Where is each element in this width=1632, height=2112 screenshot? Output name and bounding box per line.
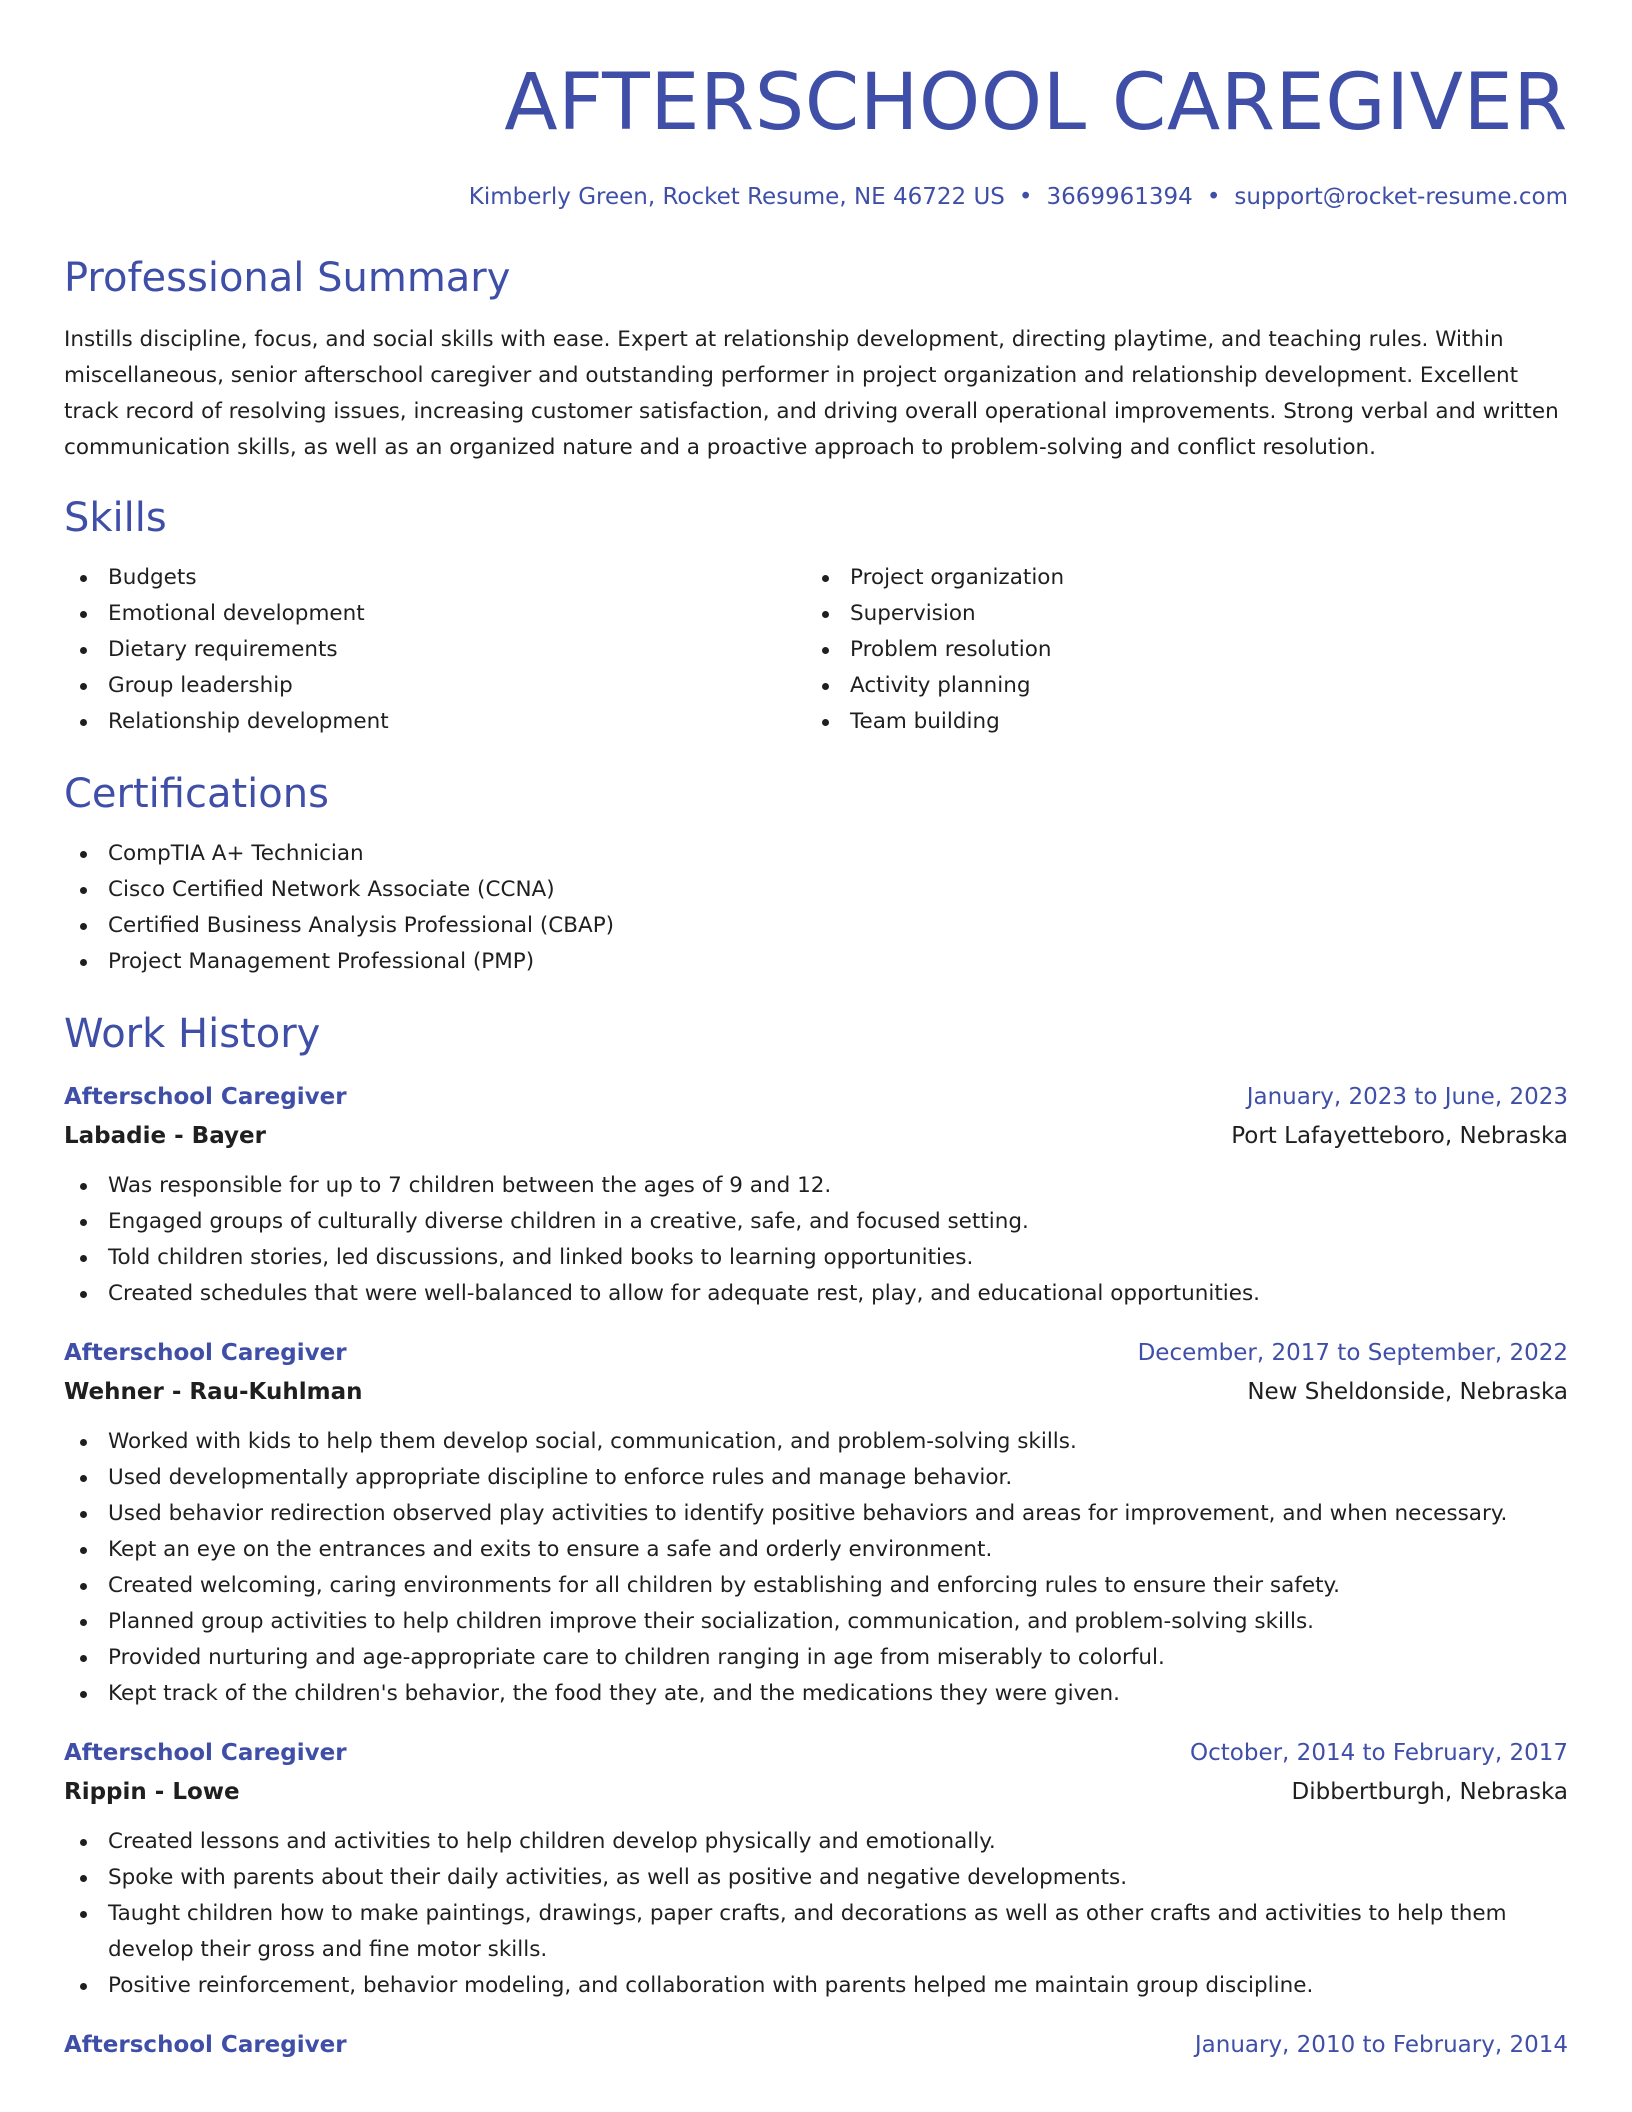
job-company: Rippin - Lowe	[64, 1779, 240, 1805]
job-header-row	[64, 1078, 1568, 1116]
job-location: Dibbertburgh, Nebraska	[1291, 1779, 1568, 1805]
skill-item: Emotional development	[64, 596, 806, 632]
job-title: Afterschool Caregiver	[64, 1340, 347, 1366]
contact-separator: •	[1018, 184, 1033, 210]
job-bullet: Told children stories, led discussions, and linked books to learning opportunities.	[64, 1240, 1568, 1276]
certification-item: Certified Business Analysis Professional (CBAP)	[64, 908, 1568, 944]
contact-email[interactable]: support@rocket-resume.com	[1234, 184, 1568, 210]
job-dates: January, 2023 to June, 2023	[1246, 1084, 1568, 1110]
job-location: Port Lafayetteboro, Nebraska	[1231, 1123, 1568, 1149]
work-history-section	[64, 1010, 1568, 2064]
job-bullet: Provided nurturing and age-appropriate care to children ranging in age from miserably to colorful.	[64, 1640, 1568, 1676]
skill-item: Relationship development	[64, 704, 806, 740]
job-company-row	[64, 1772, 1568, 1812]
certifications-section	[64, 770, 1568, 980]
skill-item: Group leadership	[64, 668, 806, 704]
job-entry	[64, 2026, 1568, 2064]
skill-item: Supervision	[806, 596, 1548, 632]
skill-item: Team building	[806, 704, 1548, 740]
job-entry	[64, 1734, 1568, 2004]
job-bullet: Created schedules that were well-balanced to allow for adequate rest, play, and educational opportunities.	[64, 1276, 1568, 1312]
skill-item: Activity planning	[806, 668, 1548, 704]
contact-phone: 3669961394	[1046, 184, 1193, 210]
job-title: Afterschool Caregiver	[64, 1084, 347, 1110]
job-title: Afterschool Caregiver	[64, 1740, 347, 1766]
resume-page	[64, 0, 1568, 2064]
job-bullet: Created welcoming, caring environments for all children by establishing and enforcing rules to ensure their safety.	[64, 1568, 1568, 1604]
skill-item: Budgets	[64, 560, 806, 596]
job-bullet-list	[64, 1424, 1568, 1712]
job-bullet: Created lessons and activities to help children develop physically and emotionally.	[64, 1824, 1568, 1860]
job-bullet: Used developmentally appropriate discipline to enforce rules and manage behavior.	[64, 1460, 1568, 1496]
skill-item: Project organization	[806, 560, 1548, 596]
contact-line	[64, 182, 1568, 212]
section-heading-certifications: Certifications	[64, 771, 329, 817]
job-header-row	[64, 2026, 1568, 2064]
job-bullet: Spoke with parents about their daily activities, as well as positive and negative developments.	[64, 1860, 1568, 1896]
job-entry	[64, 1334, 1568, 1712]
skills-list-left	[64, 560, 806, 740]
job-company: Labadie - Bayer	[64, 1123, 266, 1149]
job-company-row	[64, 1372, 1568, 1412]
professional-summary-section	[64, 254, 1568, 466]
job-header-row	[64, 1734, 1568, 1772]
job-bullet: Used behavior redirection observed play activities to identify positive behaviors and areas for improvement, and when necessary.	[64, 1496, 1568, 1532]
job-bullet: Taught children how to make paintings, drawings, paper crafts, and decorations as well as other crafts and activities to help them develop their gross and fine motor skills.	[64, 1896, 1568, 1968]
job-title: Afterschool Caregiver	[64, 2032, 347, 2058]
job-bullet-list	[64, 1824, 1568, 2004]
job-company-row	[64, 1116, 1568, 1156]
skill-item: Problem resolution	[806, 632, 1548, 668]
certifications-list	[64, 836, 1568, 980]
certification-item: CompTIA A+ Technician	[64, 836, 1568, 872]
contact-address: Kimberly Green, Rocket Resume, NE 46722 US	[468, 184, 1005, 210]
job-dates: December, 2017 to September, 2022	[1137, 1340, 1568, 1366]
job-location: New Sheldonside, Nebraska	[1247, 1379, 1568, 1405]
job-bullet: Kept an eye on the entrances and exits to ensure a safe and orderly environment.	[64, 1532, 1568, 1568]
section-heading-work-history: Work History	[64, 1011, 321, 1057]
job-bullet-list	[64, 1168, 1568, 1312]
job-dates: January, 2010 to February, 2014	[1194, 2032, 1568, 2058]
job-header-row	[64, 1334, 1568, 1372]
certification-item: Cisco Certified Network Associate (CCNA)	[64, 872, 1568, 908]
job-bullet: Positive reinforcement, behavior modeling, and collaboration with parents helped me maintain group discipline.	[64, 1968, 1568, 2004]
section-heading-skills: Skills	[64, 495, 167, 541]
job-bullet: Was responsible for up to 7 children between the ages of 9 and 12.	[64, 1168, 1568, 1204]
resume-title: AFTERSCHOOL CAREGIVER	[504, 58, 1568, 148]
skills-list-right	[806, 560, 1548, 740]
job-bullet: Planned group activities to help children improve their socialization, communication, and problem-solving skills.	[64, 1604, 1568, 1640]
skills-grid	[64, 560, 1568, 740]
certification-item: Project Management Professional (PMP)	[64, 944, 1568, 980]
job-entry	[64, 1078, 1568, 1312]
job-bullet: Worked with kids to help them develop social, communication, and problem-solving skills.	[64, 1424, 1568, 1460]
job-bullet: Engaged groups of culturally diverse children in a creative, safe, and focused setting.	[64, 1204, 1568, 1240]
contact-separator: •	[1206, 184, 1221, 210]
job-bullet: Kept track of the children's behavior, the food they ate, and the medications they were given.	[64, 1676, 1568, 1712]
skills-section	[64, 494, 1568, 740]
job-dates: October, 2014 to February, 2017	[1190, 1740, 1568, 1766]
summary-text: Instills discipline, focus, and social skills with ease. Expert at relationship development, directing playtime, and teaching rules. Within miscellaneous, senior afterschool caregiver and outstanding performer in project organization and relationship development. Excellent track record of resolving issues, increasing customer satisfaction, and driving overall operational improvements. Strong verbal and written communication skills, as well as an organized nature and a proactive approach to problem-solving and conflict resolution.	[64, 327, 1559, 460]
job-company: Wehner - Rau-Kuhlman	[64, 1379, 363, 1405]
skill-item: Dietary requirements	[64, 632, 806, 668]
section-heading-summary: Professional Summary	[64, 255, 511, 301]
